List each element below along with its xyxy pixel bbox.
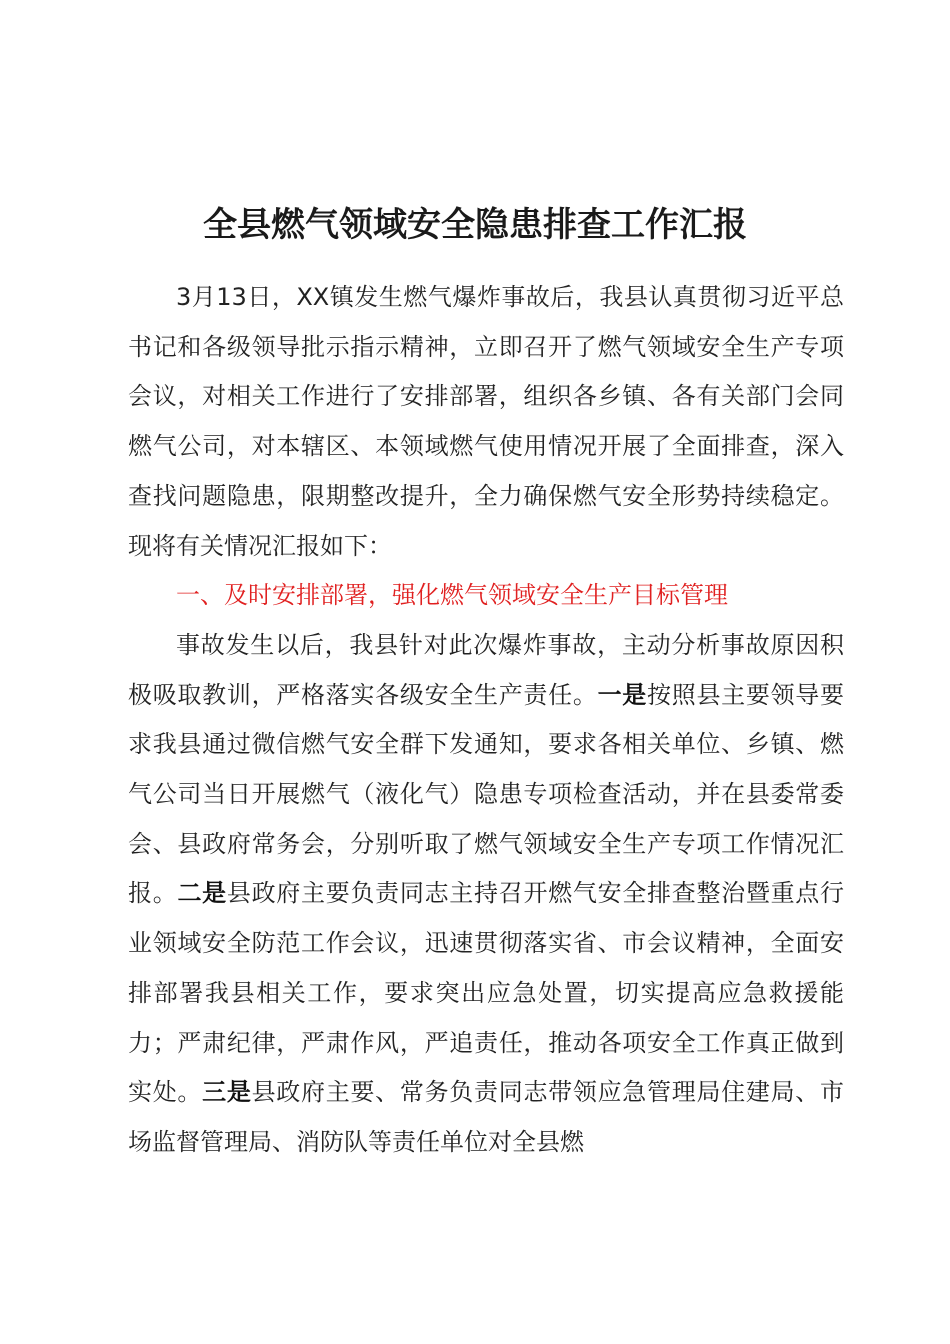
section-1-heading: 一、及时安排部署，强化燃气领域安全生产目标管理 bbox=[176, 581, 728, 610]
section-1-text-b: 按照县主要领导要求我县通过微信燃气安全群下发通知，要求各相关单位、乡镇、燃气公司当日开展燃气（液化气）隐患专项检查活动，并在县委常委会、县政府常务会，分别听取了燃气领域安全生产专项工作情况汇报。 bbox=[128, 680, 845, 908]
document-title: 全县燃气领域安全隐患排查工作汇报 bbox=[203, 205, 747, 245]
document-body bbox=[128, 273, 844, 1168]
section-1-paragraph bbox=[128, 621, 844, 1168]
lead-second: 二是 bbox=[177, 879, 227, 908]
section-1-text-a: 事故发生以后，我县针对此次爆炸事故，主动分析事故原因积极吸取教训，严格落实各级安全生产责任。 bbox=[128, 630, 844, 709]
intro-paragraph: 3月13日，XX镇发生燃气爆炸事故后，我县认真贯彻习近平总书记和各级领导批示指示精神，立即召开了燃气领域安全生产专项会议，对相关工作进行了安排部署，组织各乡镇、各有关部门会同燃气公司，对本辖区、本领域燃气使用情况开展了全面排查，深入查找问题隐患，限期整改提升，全力确保燃气安全形势持续稳定。现将有关情况汇报如下： bbox=[128, 283, 844, 560]
lead-third: 三是 bbox=[202, 1078, 252, 1107]
section-1-text-d: 县政府主要、常务负责同志带领应急管理局住建局、市场监督管理局、消防队等责任单位对全县燃 bbox=[128, 1078, 845, 1156]
section-1-text-c: 县政府主要负责同志主持召开燃气安全排查整治暨重点行业领域安全防范工作会议，迅速贯彻落实省、市会议精神，全面安排部署我县相关工作，要求突出应急处置，切实提高应急救援能力；严肃纪律，严肃作风，严追责任，推动各项安全工作真正做到实处。 bbox=[128, 879, 845, 1107]
lead-first: 一是 bbox=[597, 680, 648, 709]
